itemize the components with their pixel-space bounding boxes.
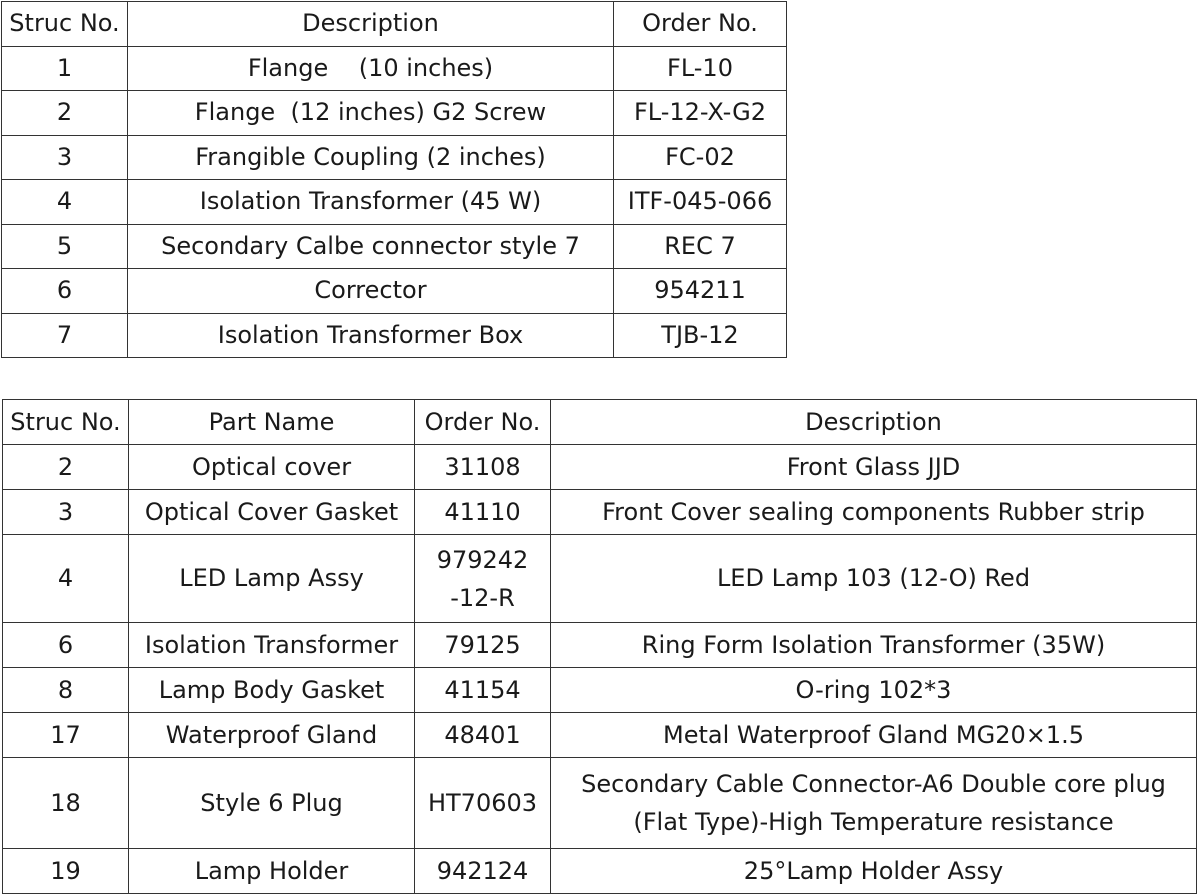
- description-cell: Flange (12 inches) G2 Screw: [128, 91, 614, 136]
- column-header: Description: [128, 2, 614, 47]
- table-row: [2, 269, 787, 314]
- struc-no-cell: 5: [2, 224, 128, 269]
- order-no-line-2: -12-R: [450, 583, 515, 612]
- table-row: [3, 849, 1197, 894]
- table-row: [3, 535, 1197, 623]
- structure-table: [1, 1, 787, 358]
- table-row: [3, 445, 1197, 490]
- table-row: [2, 135, 787, 180]
- column-header: Order No.: [614, 2, 787, 47]
- description-cell: Ring Form Isolation Transformer (35W): [551, 623, 1197, 668]
- description-cell: [551, 758, 1197, 849]
- part-name-cell: Optical cover: [129, 445, 415, 490]
- description-line-2: (Flat Type)-High Temperature resistance: [633, 808, 1114, 836]
- description-cell: Metal Waterproof Gland MG20×1.5: [551, 713, 1197, 758]
- order-no-cell: 954211: [614, 269, 787, 314]
- table-row: [2, 180, 787, 225]
- part-name-cell: Isolation Transformer: [129, 623, 415, 668]
- part-name-cell: Optical Cover Gasket: [129, 490, 415, 535]
- order-no-cell: REC 7: [614, 224, 787, 269]
- table-row: [3, 668, 1197, 713]
- description-line-1: Secondary Cable Connector-A6 Double core plug: [581, 770, 1166, 798]
- struc-no-cell: 1: [2, 46, 128, 91]
- order-no-cell: HT70603: [415, 758, 551, 849]
- struc-no-cell: 3: [2, 135, 128, 180]
- description-cell: Isolation Transformer (45 W): [128, 180, 614, 225]
- struc-no-cell: 19: [3, 849, 129, 894]
- column-header: Part Name: [129, 400, 415, 445]
- struc-no-cell: 4: [2, 180, 128, 225]
- order-no-line-1: 979242: [436, 545, 529, 574]
- struc-no-cell: 4: [3, 535, 129, 623]
- description-cell: Frangible Coupling (2 inches): [128, 135, 614, 180]
- part-name-cell: Waterproof Gland: [129, 713, 415, 758]
- column-header: Order No.: [415, 400, 551, 445]
- order-no-cell: 79125: [415, 623, 551, 668]
- description-cell: Secondary Calbe connector style 7: [128, 224, 614, 269]
- part-name-cell: Style 6 Plug: [129, 758, 415, 849]
- struc-no-cell: 2: [3, 445, 129, 490]
- order-no-cell: 31108: [415, 445, 551, 490]
- order-no-cell: TJB-12: [614, 313, 787, 358]
- struc-no-cell: 2: [2, 91, 128, 136]
- table-row: [3, 490, 1197, 535]
- order-no-cell: 48401: [415, 713, 551, 758]
- description-cell: Front Cover sealing components Rubber strip: [551, 490, 1197, 535]
- column-header: Struc No.: [3, 400, 129, 445]
- part-name-cell: LED Lamp Assy: [129, 535, 415, 623]
- part-name-cell: Lamp Holder: [129, 849, 415, 894]
- order-no-cell: ITF-045-066: [614, 180, 787, 225]
- table-row: [2, 224, 787, 269]
- order-no-cell: FL-10: [614, 46, 787, 91]
- column-header: Struc No.: [2, 2, 128, 47]
- description-cell: Corrector: [128, 269, 614, 314]
- order-no-cell: 41110: [415, 490, 551, 535]
- order-no-cell: 942124: [415, 849, 551, 894]
- struc-no-cell: 8: [3, 668, 129, 713]
- struc-no-cell: 6: [3, 623, 129, 668]
- order-no-cell: FL-12-X-G2: [614, 91, 787, 136]
- description-cell: LED Lamp 103 (12-O) Red: [551, 535, 1197, 623]
- description-cell: O-ring 102*3: [551, 668, 1197, 713]
- table-row: [2, 91, 787, 136]
- description-cell: Flange (10 inches): [128, 46, 614, 91]
- part-name-cell: Lamp Body Gasket: [129, 668, 415, 713]
- struc-no-cell: 17: [3, 713, 129, 758]
- struc-no-cell: 7: [2, 313, 128, 358]
- order-no-cell: [415, 535, 551, 623]
- description-cell: 25°Lamp Holder Assy: [551, 849, 1197, 894]
- table-header-row: [3, 400, 1197, 445]
- table-row: [3, 713, 1197, 758]
- order-no-cell: 41154: [415, 668, 551, 713]
- table-header-row: [2, 2, 787, 47]
- table-row: [3, 623, 1197, 668]
- description-cell: Front Glass JJD: [551, 445, 1197, 490]
- table-row: [3, 758, 1197, 849]
- struc-no-cell: 18: [3, 758, 129, 849]
- table-row: [2, 313, 787, 358]
- table-row: [2, 46, 787, 91]
- order-no-cell: FC-02: [614, 135, 787, 180]
- parts-table: [2, 399, 1197, 894]
- description-cell: Isolation Transformer Box: [128, 313, 614, 358]
- struc-no-cell: 3: [3, 490, 129, 535]
- struc-no-cell: 6: [2, 269, 128, 314]
- column-header: Description: [551, 400, 1197, 445]
